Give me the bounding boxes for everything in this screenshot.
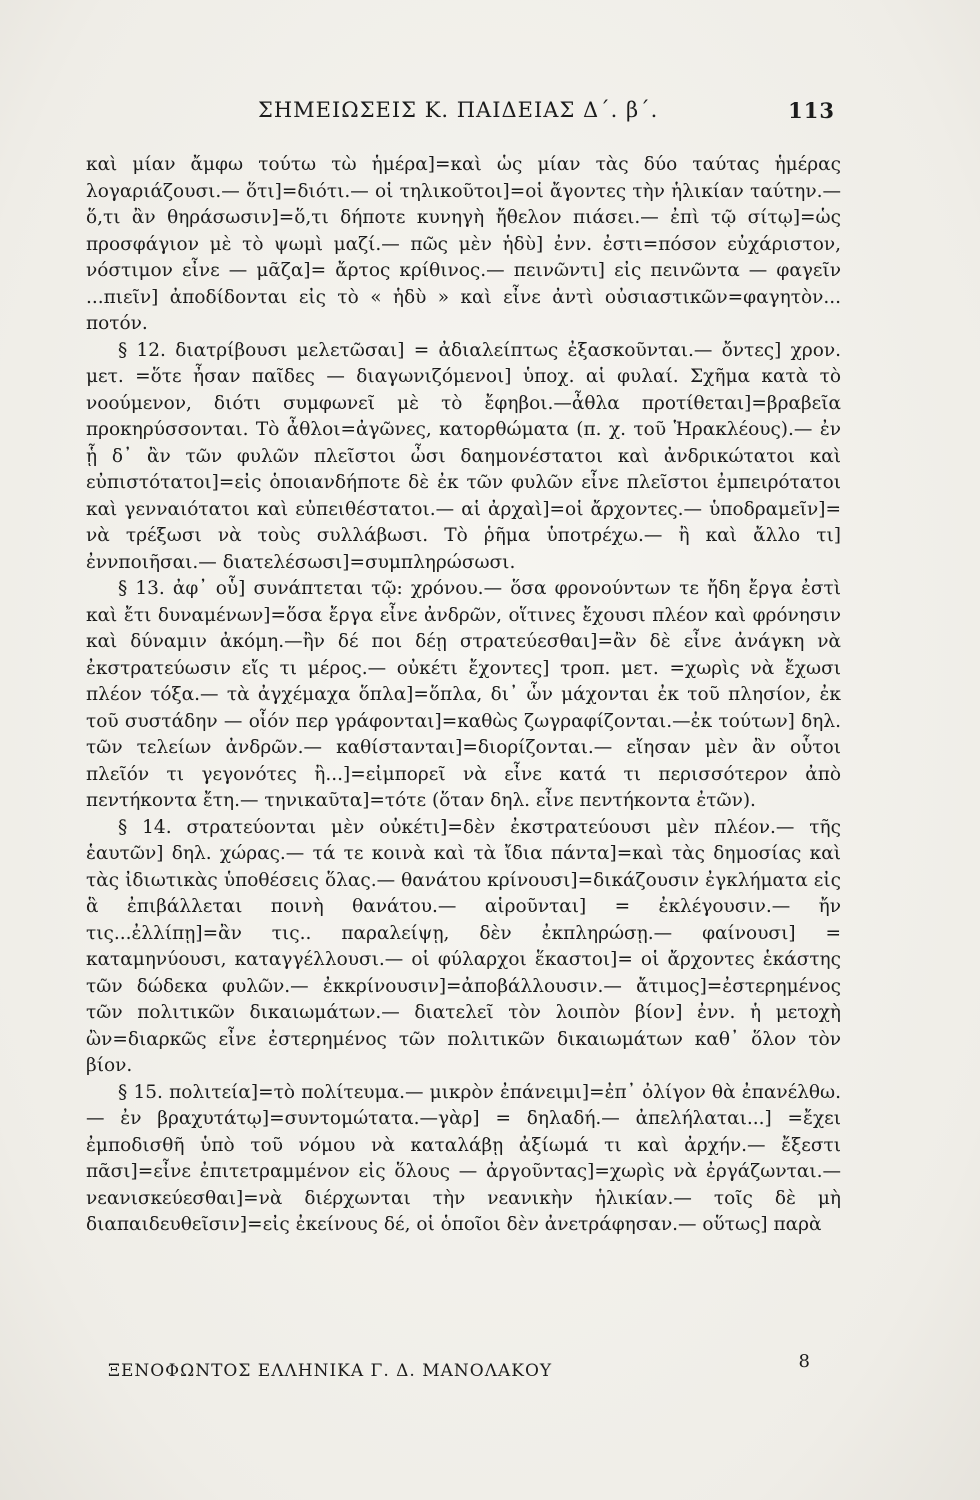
paragraph-intro: καὶ μίαν ἄμφω τούτω τὼ ἡμέρα]=καὶ ὡς μίαν τὰς δύο ταύτας ἡμέρας λογαριάζουσι.— ὅτι]=διότι.— οἱ τηλικοῦτοι]=οἱ ἄγοντες τὴν ἡλικίαν ταύτην.— ὅ,τι ἂν θηράσωσιν]=ὅ,τι δήποτε κυνηγὴ ἤθελον πιάσει.— ἐπὶ τῷ σίτῳ]=ὡς προσφάγιον μὲ τὸ ψωμὶ μαζί.— πῶς μὲν ἡδὺ] ἐνν. ἐστι=πόσον εὐχάριστον, νόστιμον εἶνε — μᾶζα]= ἄρτος κρίθινος.— πεινῶντι] εἰς πεινῶντα — φαγεῖν ...πιεῖν] ἀποδίδονται εἰς τὸ « ἡδὺ » καὶ εἶνε ἀντὶ οὐσιαστικῶν=φαγητὸν... ποτόν. <box>86 154 841 334</box>
paragraph-section-14: § 14. στρατεύονται μὲν οὐκέτι]=δὲν ἐκστρατεύουσι μὲν πλέον.— τῆς ἑαυτῶν] δηλ. χώρας.— τά τε κοινὰ καὶ τὰ ἴδια πάντα]=καὶ τὰς δημοσίας καὶ τὰς ἰδιωτικὰς ὑποθέσεις ὅλας.— θανάτου κρίνουσι]=δικάζουσιν ἐγκλήματα εἰς ἃ ἐπιβάλλεται ποινὴ θανάτου.— αἱροῦνται] = ἐκλέγουσιν.— ἤν τις...ἐλλίπῃ]=ἂν τις.. παραλείψῃ, δὲν ἐκπληρώσῃ.— φαίνουσι] = καταμηνύουσι, καταγγέλλουσι.— οἱ φύλαρχοι ἕκαστοι]= οἱ ἄρχοντες ἑκάστης τῶν δώδεκα φυλῶν.— ἐκκρίνουσιν]=ἀποβάλλουσιν.— ἄτιμος]=ἐστερημένος τῶν πολιτικῶν δικαιωμάτων.— διατελεῖ τὸν λοιπὸν βίον] ἐνν. ἡ μετοχὴ ὢν=διαρκῶς εἶνε ἐστερημένος τῶν πολιτικῶν δικαιωμάτων καθ᾽ ὅλον τὸν βίον. <box>86 816 841 1076</box>
paragraph-section-15: § 15. πολιτεία]=τὸ πολίτευμα.— μικρὸν ἐπάνειμι]=ἐπ᾽ ὀλίγον θὰ ἐπανέλθω.— ἐν βραχυτάτῳ]=συντομώτατα.—γὰρ] = δηλαδή.— ἀπελήλαται...] =ἔχει ἐμποδισθῆ ὑπὸ τοῦ νόμου νὰ καταλάβῃ ἀξίωμά τι καὶ ἀρχήν.— ἔξεστι πᾶσι]=εἶνε ἐπιτετραμμένον εἰς ὅλους — ἀργοῦντας]=χωρὶς νὰ ἐργάζωνται.— νεανισκεύεσθαι]=νὰ διέρχωνται τὴν νεανικὴν ἡλικίαν.— τοῖς δὲ μὴ διαπαιδευθεῖσιν]=εἰς ἐκείνους δέ, οἱ ὁποῖοι δὲν ἀνετράφησαν.— οὕτως] παρὰ <box>86 1081 841 1235</box>
page-number: 113 <box>788 98 835 123</box>
paragraph-section-12: § 12. διατρίβουσι μελετῶσαι] = ἀδιαλείπτως ἐξασκοῦνται.— ὄντες] χρον. μετ. =ὅτε ἦσαν παῖδες — διαγωνιζόμενοι] ὑποχ. αἱ φυλαί. Σχῆμα κατὰ τὸ νοούμενον, διότι συμφωνεῖ μὲ τὸ ἔφηβοι.—ἆθλα προτίθεται]=βραβεῖα προκηρύσσονται. Τὸ ἆθλοι=ἀγῶνες, κατορθώματα (π. χ. τοῦ Ἡρακλέους).— ἐν ᾗ δ᾽ ἂν τῶν φυλῶν πλεῖστοι ὦσι δαημονέστατοι καὶ ἀνδρικώτατοι καὶ εὐπιστότατοι]=εἰς ὁποιανδήποτε δὲ ἐκ τῶν φυλῶν εἶνε πλεῖστοι ἐμπειρότατοι καὶ γενναιότατοι καὶ εὐπειθέστατοι.— αἱ ἀρχαὶ]=οἱ ἄρχοντες.— ὑποδραμεῖν]= νὰ τρέξωσι νὰ τοὺς συλλάβωσι. Τὸ ῥῆμα ὑποτρέχω.— ἢ καὶ ἄλλο τι] ἐννποιῆσαι.— διατελέσωσι]=συμπληρώσωσι. <box>86 339 841 573</box>
paragraph-section-13: § 13. ἀφ᾽ οὗ] συνάπτεται τῷ: χρόνου.— ὅσα φρονούντων τε ἤδη ἔργα ἐστὶ καὶ ἔτι δυναμένων]=ὅσα ἔργα εἶνε ἀνδρῶν, οἵτινες ἔχουσι πλέον καὶ φρόνησιν καὶ δύναμιν ἀκόμη.—ἢν δέ ποι δέῃ στρατεύεσθαι]=ἂν δὲ εἶνε ἀνάγκη νὰ ἐκστρατεύωσιν εἴς τι μέρος.— οὐκέτι ἔχοντες] τροπ. μετ. =χωρὶς νὰ ἔχωσι πλέον τόξα.— τὰ ἀγχέμαχα ὅπλα]=ὅπλα, δι᾽ ὧν μάχονται ἐκ τοῦ πλησίον, ἐκ τοῦ συστάδην — οἷόν περ γράφονται]=καθὼς ζωγραφίζονται.—ἐκ τούτων] δηλ. τῶν τελείων ἀνδρῶν.— καθίστανται]=διορίζονται.— εἴησαν μὲν ἂν οὗτοι πλεῖόν τι γεγονότες ἢ...]=εἰμπορεῖ νὰ εἶνε κατά τι περισσότερον ἀπὸ πεντήκοντα ἔτη.— τηνικαῦτα]=τότε (ὅταν δηλ. εἶνε πεντήκοντα ἐτῶν). <box>86 578 841 811</box>
signature-mark: 8 <box>798 1351 810 1372</box>
running-title: ΣΗΜΕΙΩΣΕΙΣ Κ. ΠΑΙΔΕΙΑΣ Δ΄. β΄. <box>258 98 659 122</box>
page-footer <box>90 1351 810 1395</box>
notes-body <box>86 152 841 1239</box>
footer-book-title: ΞΕΝΟΦΩΝΤΟΣ ΕΛΛΗΝΙΚΑ Γ. Δ. ΜΑΝΟΛΑΚΟΥ <box>108 1361 553 1381</box>
